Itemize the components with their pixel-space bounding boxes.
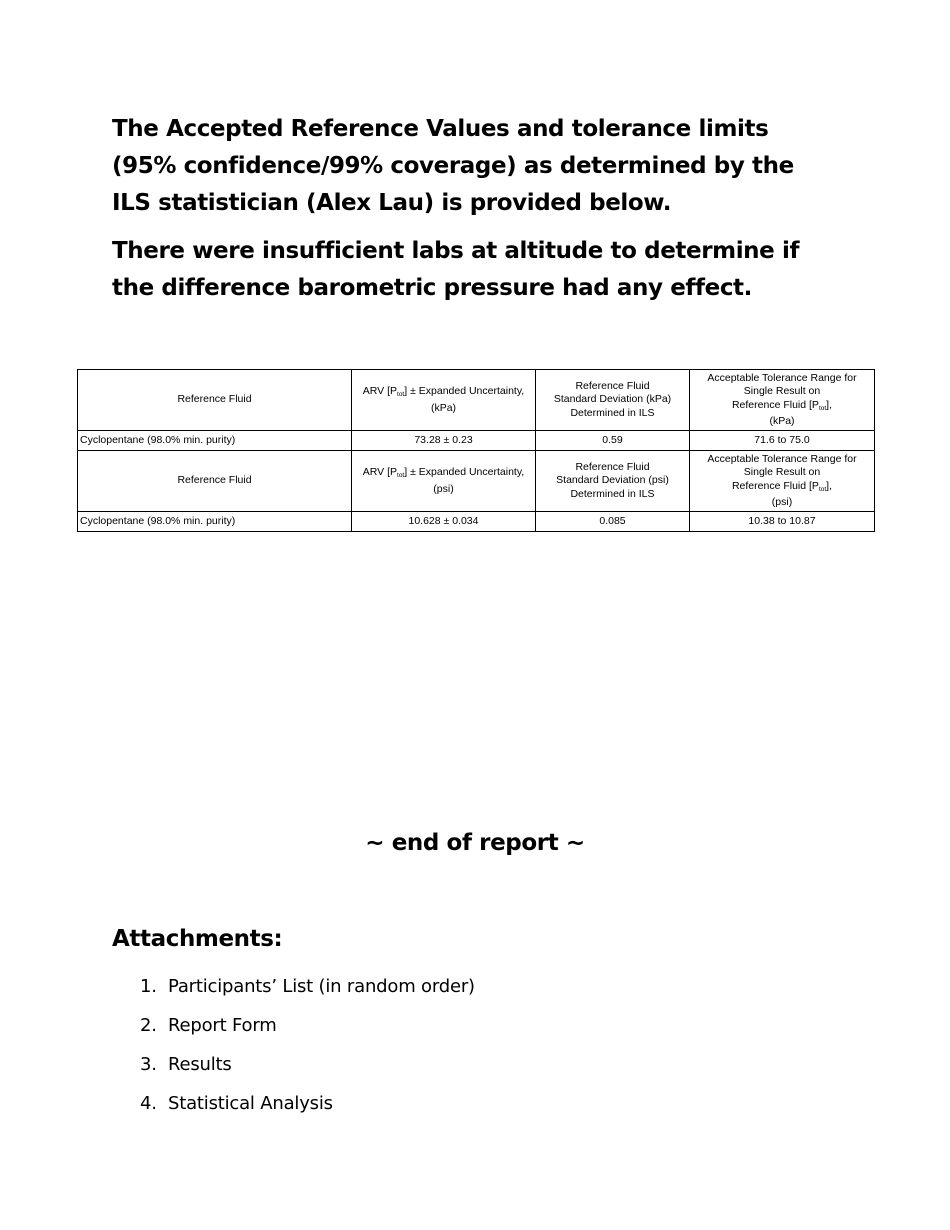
table-row — [78, 512, 875, 532]
cell-fluid: Cyclopentane (98.0% min. purity) — [78, 431, 352, 451]
cell-arv: 10.628 ± 0.034 — [352, 512, 536, 532]
table-row — [78, 431, 875, 451]
header-standard-deviation: Reference Fluid Standard Deviation (psi) Determined in ILS — [536, 451, 690, 512]
intro-paragraph-altitude: There were insufficient labs at altitude to determine if the difference barometric pressure had any effect. — [112, 238, 800, 301]
end-of-report: ~ end of report ~ — [365, 830, 585, 856]
list-item: 4. Statistical Analysis — [140, 1093, 333, 1114]
header-tolerance-range: Acceptable Tolerance Range for Single Result on Reference Fluid $[P_{tot}]$, (psi) — [690, 451, 875, 512]
table-header-row-kpa — [78, 370, 875, 431]
list-item: 3. Results — [140, 1054, 232, 1075]
intro-paragraph-arv: The Accepted Reference Values and tolerance limits (95% confidence/99% coverage) as determined by the ILS statistician (Alex Lau) is provided below. — [112, 116, 794, 216]
header-reference-fluid: Reference Fluid — [78, 370, 352, 431]
reference-values-table — [77, 369, 875, 532]
list-item: 2. Report Form — [140, 1015, 277, 1036]
header-arv: ARV $[P_{tot}]$ ± Expanded Uncertainty, (psi) — [352, 451, 536, 512]
attachments-list — [140, 975, 475, 1131]
table-header-row-psi — [78, 451, 875, 512]
cell-fluid: Cyclopentane (98.0% min. purity) — [78, 512, 352, 532]
header-arv: ARV $[P_{tot}]$ ± Expanded Uncertainty, (kPa) — [352, 370, 536, 431]
cell-tolerance: 10.38 to 10.87 — [690, 512, 875, 532]
cell-arv: 73.28 ± 0.23 — [352, 431, 536, 451]
header-reference-fluid: Reference Fluid — [78, 451, 352, 512]
cell-sd: 0.59 — [536, 431, 690, 451]
cell-sd: 0.085 — [536, 512, 690, 532]
list-item: 1. Participants’ List (in random order) — [140, 976, 475, 997]
header-tolerance-range: Acceptable Tolerance Range for Single Result on Reference Fluid $[P_{tot}]$, (kPa) — [690, 370, 875, 431]
attachments-heading: Attachments: — [112, 926, 283, 952]
header-standard-deviation: Reference Fluid Standard Deviation (kPa) Determined in ILS — [536, 370, 690, 431]
cell-tolerance: 71.6 to 75.0 — [690, 431, 875, 451]
